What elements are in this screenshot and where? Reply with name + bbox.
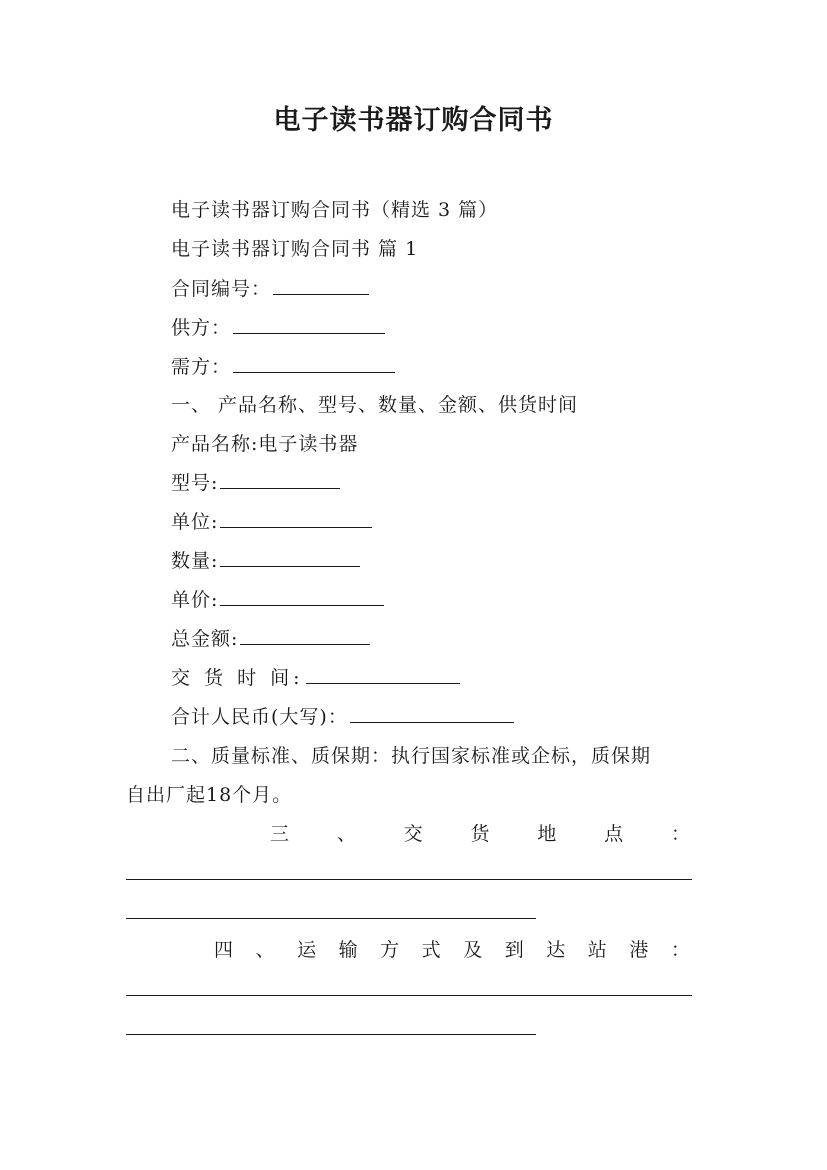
price-row (171, 587, 384, 613)
total-label: 总金额: (171, 628, 239, 650)
section-3-char: 点 (604, 823, 624, 845)
product-name-row (171, 431, 358, 457)
section-4-blank-line-1 (126, 995, 692, 996)
price-label: 单价: (171, 589, 219, 611)
section-2-text-1: 二、质量标准、质保期：执行国家标准或企标，质保期 (171, 745, 652, 767)
buyer-row (171, 354, 395, 380)
delivery-time-row (171, 665, 460, 691)
rmb-total-label: 合计人民币(大写)： (171, 706, 348, 728)
contract-number-label: 合同编号： (171, 278, 272, 300)
section-4-char: 、 (255, 939, 275, 961)
product-name-text: 产品名称:电子读书器 (171, 433, 359, 455)
delivery-time-label: 交 货 时 间: (171, 667, 304, 689)
section-4-char: 及 (463, 939, 483, 961)
model-blank (220, 470, 340, 489)
delivery-time-blank (306, 665, 460, 684)
unit-blank (220, 509, 372, 528)
rmb-total-row (171, 704, 514, 730)
section-4-char: 到 (504, 939, 524, 961)
part-heading (171, 236, 418, 262)
total-row (171, 626, 370, 652)
contract-number-blank (273, 276, 369, 295)
quantity-label: 数量: (171, 550, 219, 572)
section-3-char: 、 (336, 823, 356, 845)
intro-line (171, 197, 498, 223)
section-4-char: 港 (629, 939, 649, 961)
section-4-blank-line-2 (126, 1034, 536, 1035)
section-4-char: 式 (421, 939, 441, 961)
section-3-heading (270, 821, 690, 847)
section-3-char: 交 (403, 823, 423, 845)
section-2-text-2: 自出厂起18个月。 (126, 784, 293, 806)
section-4-char: 站 (587, 939, 607, 961)
document-title: 电子读书器订购合同书 (273, 105, 554, 136)
model-label: 型号: (171, 472, 219, 494)
supplier-blank (233, 315, 385, 334)
unit-row (171, 509, 372, 535)
part-heading-text: 电子读书器订购合同书 篇 1 (171, 238, 419, 260)
section-4-heading (214, 937, 690, 963)
section-3-blank-line-1 (126, 879, 692, 880)
buyer-blank (233, 354, 395, 373)
section-4-char: 方 (380, 939, 400, 961)
contract-number-row (171, 276, 369, 302)
total-blank (240, 626, 370, 645)
buyer-label: 需方： (171, 356, 232, 378)
section-3-char: 三 (270, 823, 290, 845)
model-row (171, 470, 340, 496)
section-3-char: ： (670, 823, 690, 845)
section-4-char: 四 (214, 939, 234, 961)
section-2-line-2 (126, 782, 292, 808)
quantity-blank (220, 548, 360, 567)
intro-text: 电子读书器订购合同书（精选 3 篇） (171, 199, 499, 221)
quantity-row (171, 548, 360, 574)
supplier-label: 供方： (171, 317, 232, 339)
section-4-char: 达 (546, 939, 566, 961)
supplier-row (171, 315, 385, 341)
section-4-char: 输 (338, 939, 358, 961)
section-3-blank-line-2 (126, 918, 536, 919)
price-blank (220, 587, 384, 606)
section-3-char: 货 (470, 823, 490, 845)
section-1-text: 一、 产品名称、型号、数量、金额、供货时间 (171, 394, 579, 416)
section-1-heading (171, 392, 578, 418)
section-4-char: 运 (297, 939, 317, 961)
section-4-char: ： (670, 939, 690, 961)
unit-label: 单位: (171, 511, 219, 533)
section-3-char: 地 (537, 823, 557, 845)
rmb-total-blank (350, 704, 514, 723)
section-2-line-1 (171, 743, 651, 769)
